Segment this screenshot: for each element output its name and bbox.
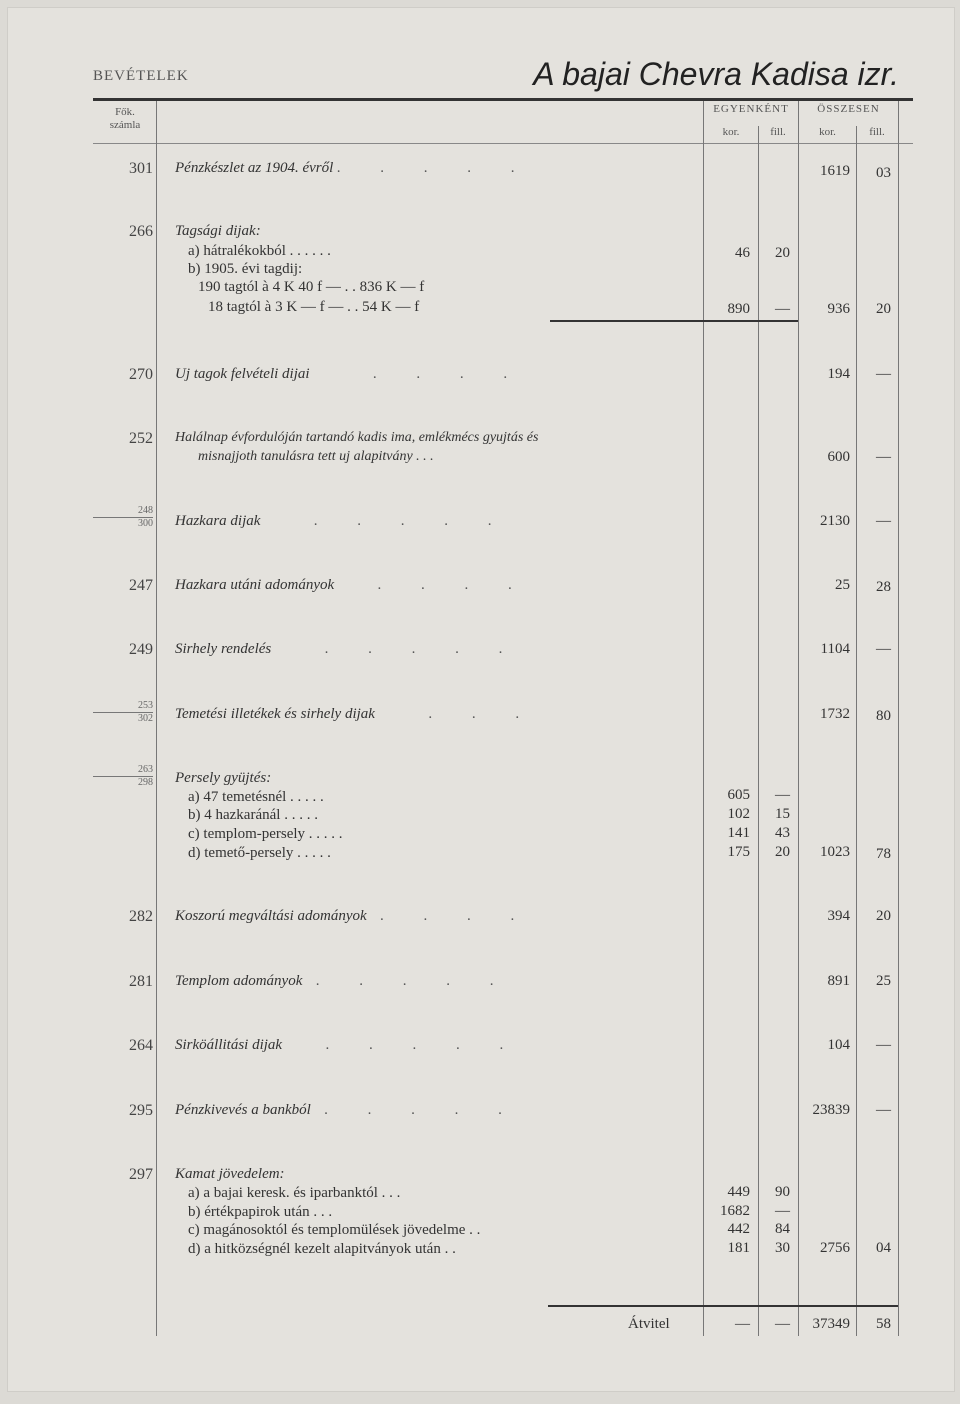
entry-subline: c) templom-persely . . . . . xyxy=(188,826,343,842)
account-number: 295 xyxy=(129,1102,153,1119)
total-fill: 04 xyxy=(876,1240,891,1256)
top-rule xyxy=(93,98,913,101)
total-kor-header: kor. xyxy=(819,126,836,138)
indiv-fill: 20 xyxy=(775,245,790,261)
entry-description-cont: misnajjoth tanulásra tett uj alapitvány . . . xyxy=(198,449,434,464)
entry-subline: a) a bajai keresk. és iparbanktól . . . xyxy=(188,1185,401,1201)
col-divider-indiv xyxy=(703,101,704,1336)
indiv-kor: 449 xyxy=(727,1184,750,1200)
total-fill: — xyxy=(876,1037,891,1053)
total-kor: 25 xyxy=(835,577,850,593)
indiv-fill: 30 xyxy=(775,1240,790,1256)
total-kor: 194 xyxy=(827,366,850,382)
total-kor: 600 xyxy=(827,449,850,465)
indiv-kor: 1682 xyxy=(720,1203,750,1219)
account-number: 282 xyxy=(129,908,153,925)
total-kor: 891 xyxy=(827,973,850,989)
indiv-kor: 890 xyxy=(727,301,750,317)
total-fill: 20 xyxy=(876,908,891,924)
indiv-kor: 141 xyxy=(727,825,750,841)
account-number: 301 xyxy=(129,160,153,177)
page-title: A bajai Chevra Kadisa izr. xyxy=(533,56,899,92)
total-header: ÖSSZESEN xyxy=(817,103,880,115)
entry-subline: a) 47 temetésnél . . . . . xyxy=(188,789,324,805)
total-fill: 78 xyxy=(876,846,891,862)
total-fill-header: fill. xyxy=(869,126,885,138)
subtotal-rule xyxy=(550,320,798,322)
account-header: Fők. számla xyxy=(109,106,141,131)
carry-rule xyxy=(548,1305,898,1307)
entry-description: Kamat jövedelem: xyxy=(175,1166,285,1182)
entry-subline: a) hátralékokból . . . . . . xyxy=(188,243,331,259)
indiv-kor-header: kor. xyxy=(722,126,740,138)
entry-description: Pénzkészlet az 1904. évről . . . . . xyxy=(175,160,533,176)
individually-header: EGYENKÉNT xyxy=(713,103,789,115)
entry-description: Pénzkivevés a bankból . . . . . xyxy=(175,1102,521,1118)
indiv-fill: — xyxy=(775,301,790,317)
carry-indiv-kor: — xyxy=(735,1316,750,1332)
total-fill: — xyxy=(876,449,891,465)
carry-total-fill: 58 xyxy=(876,1316,891,1332)
total-kor: 1619 xyxy=(820,163,850,179)
account-number: 248 300 xyxy=(93,505,153,530)
account-number: 266 xyxy=(129,223,153,240)
col-divider-right xyxy=(898,101,899,1336)
entry-description: Tagsági dijak: xyxy=(175,223,261,239)
entry-subline: b) értékpapirok után . . . xyxy=(188,1204,333,1220)
entry-subline: c) magánosoktól és templomülések jövedelme . . xyxy=(188,1222,481,1238)
total-fill: 80 xyxy=(876,708,891,724)
total-kor: 1732 xyxy=(820,706,850,722)
carry-total-kor: 37349 xyxy=(812,1316,850,1332)
header-rule xyxy=(93,143,913,144)
indiv-kor: 181 xyxy=(727,1240,750,1256)
total-kor: 2130 xyxy=(820,513,850,529)
entry-description: Sirhely rendelés . . . . . xyxy=(175,641,521,657)
ledger-page xyxy=(7,7,955,1392)
total-kor: 936 xyxy=(827,301,850,317)
entry-description: Persely gyüjtés: xyxy=(175,770,272,786)
total-fill: — xyxy=(876,1102,891,1118)
account-number: 281 xyxy=(129,973,153,990)
total-kor: 2756 xyxy=(820,1240,850,1256)
indiv-fill: 43 xyxy=(775,825,790,841)
account-number: 247 xyxy=(129,577,153,594)
entry-subline: b) 1905. évi tagdij: xyxy=(188,261,303,277)
total-fill: 03 xyxy=(876,165,891,181)
indiv-kor: 175 xyxy=(727,844,750,860)
carry-label: Átvitel xyxy=(628,1316,670,1332)
entry-description: Uj tagok felvételi dijai . . . . xyxy=(175,366,526,382)
indiv-fill: — xyxy=(775,1203,790,1219)
indiv-fill: 20 xyxy=(775,844,790,860)
total-fill: — xyxy=(876,366,891,382)
indiv-fill-header: fill. xyxy=(770,126,786,138)
total-kor: 394 xyxy=(827,908,850,924)
indiv-fill: 90 xyxy=(775,1184,790,1200)
account-number: 263 298 xyxy=(93,764,153,789)
entry-subline: d) temető-persely . . . . . xyxy=(188,845,331,861)
account-number: 249 xyxy=(129,641,153,658)
entry-subline: 18 tagtól à 3 K — f — . . 54 K — f xyxy=(208,299,420,315)
total-kor: 1023 xyxy=(820,844,850,860)
carry-indiv-fill: — xyxy=(775,1316,790,1332)
entry-description: Hazkara dijak . . . . . xyxy=(175,513,510,529)
col-divider-total-fill xyxy=(856,126,857,1336)
indiv-fill: 15 xyxy=(775,806,790,822)
account-number: 270 xyxy=(129,366,153,383)
total-fill: — xyxy=(876,641,891,657)
entry-description: Templom adományok . . . . . xyxy=(175,973,512,989)
entry-description: Hazkara utáni adományok . . . . xyxy=(175,577,531,593)
indiv-fill: 84 xyxy=(775,1221,790,1237)
account-number: 252 xyxy=(129,430,153,447)
account-number: 297 xyxy=(129,1166,153,1183)
account-number: 264 xyxy=(129,1037,153,1054)
indiv-kor: 605 xyxy=(727,787,750,803)
indiv-fill: — xyxy=(775,787,790,803)
total-fill: 28 xyxy=(876,579,891,595)
total-fill: 20 xyxy=(876,301,891,317)
indiv-kor: 102 xyxy=(727,806,750,822)
account-number: 253 302 xyxy=(93,700,153,725)
total-fill: — xyxy=(876,513,891,529)
total-fill: 25 xyxy=(876,973,891,989)
entry-description: Temetési illetékek és sirhely dijak . . . xyxy=(175,706,538,722)
entry-description: Sirköállitási dijak . . . . . xyxy=(175,1037,522,1053)
indiv-kor: 46 xyxy=(735,245,750,261)
col-divider-acct xyxy=(156,101,157,1336)
col-divider-indiv-fill xyxy=(758,126,759,1336)
entry-subline: b) 4 hazkaránál . . . . . xyxy=(188,807,318,823)
section-label: BEVÉTELEK xyxy=(93,68,189,84)
entry-subline: 190 tagtól à 4 K 40 f — . . 836 K — f xyxy=(198,279,425,295)
total-kor: 104 xyxy=(827,1037,850,1053)
total-kor: 23839 xyxy=(812,1102,850,1118)
col-divider-total xyxy=(798,101,799,1336)
entry-subline: d) a hitközségnél kezelt alapitványok után . . xyxy=(188,1241,456,1257)
indiv-kor: 442 xyxy=(727,1221,750,1237)
entry-description: Halálnap évfordulóján tartandó kadis ima, emlékmécs gyujtás és xyxy=(175,430,539,445)
total-kor: 1104 xyxy=(820,641,850,657)
entry-description: Koszorú megváltási adományok . . . . xyxy=(175,908,533,924)
